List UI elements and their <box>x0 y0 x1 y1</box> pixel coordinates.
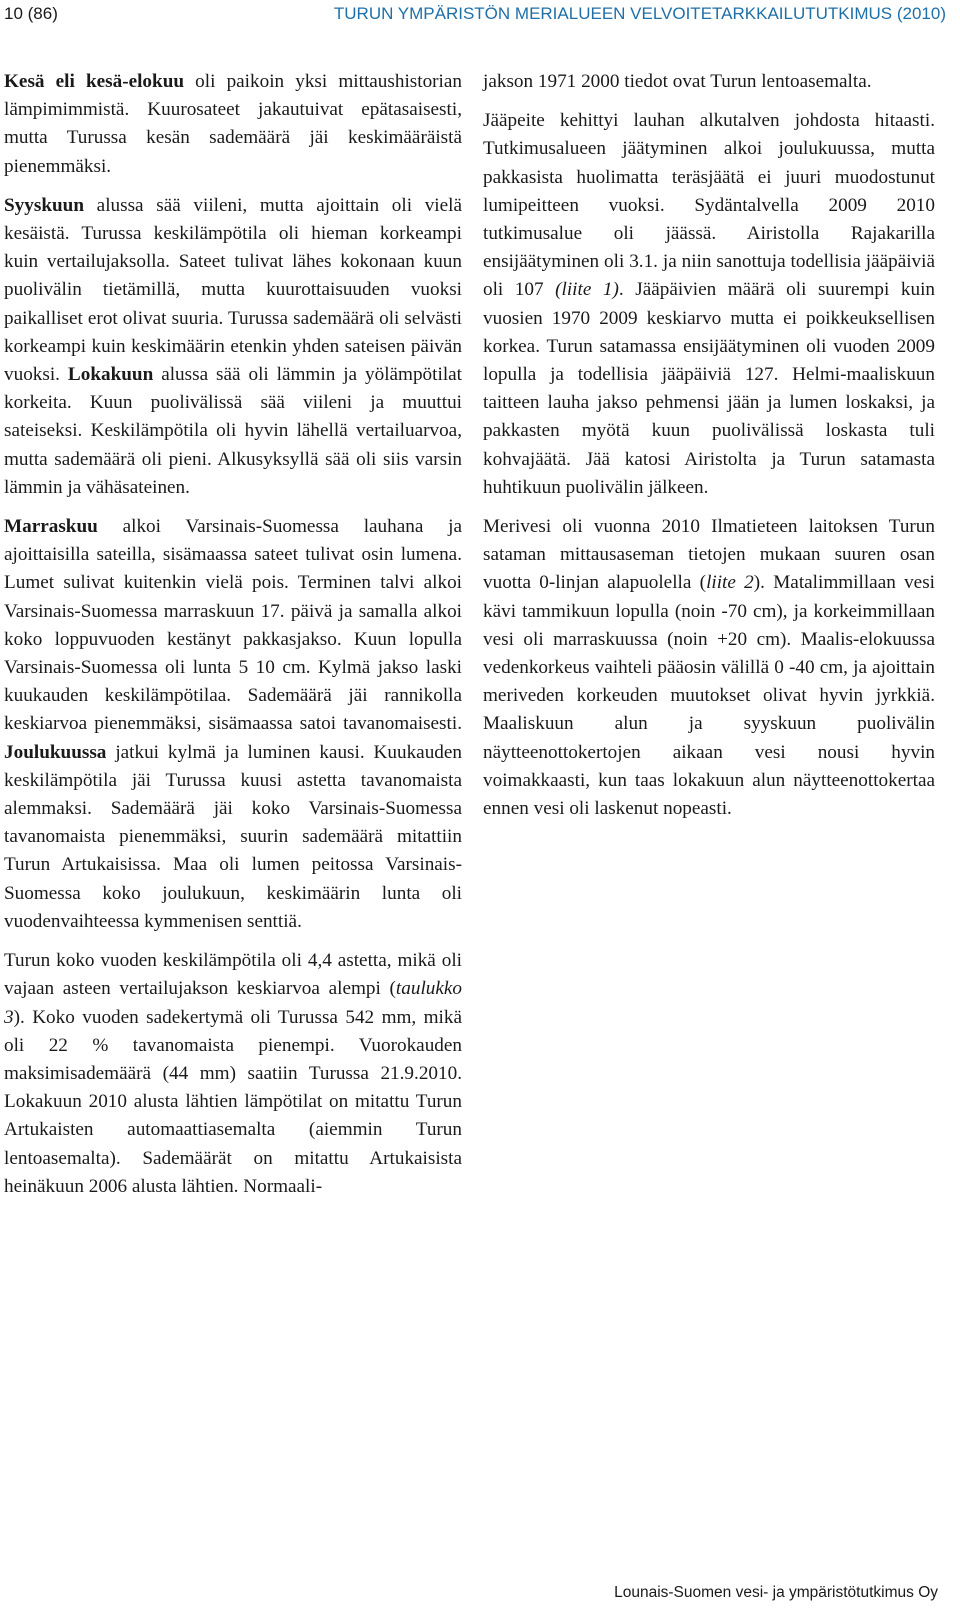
term-october: Lokakuun <box>67 364 154 386</box>
term-november: Marraskuu <box>4 516 98 538</box>
left-column <box>4 68 462 1212</box>
appendix-2-reference: liite 2 <box>706 572 754 594</box>
page-number: 10 (86) <box>4 4 58 23</box>
paragraph-normal-period: jakson 1971 2000 tiedot ovat Turun lentoasemalta. <box>483 71 872 92</box>
paragraph-sea-level: Merivesi oli vuonna 2010 Ilmatieteen laitoksen Turun sataman mittausaseman tietojen mukaan suuren osan vuotta 0-linjan alapuolella (liite 2). Matalimmillaan vesi kävi tammikuun lopulla (noin -70 cm), ja korkeimmillaan vesi oli marraskuussa (noin +20 cm). Maalis-elokuussa vedenkorkeus vaihteli pääosin välillä 0 -40 cm, ja ajoittain meriveden korkeuden muutokset olivat hyvin jyrkkiä. Maaliskuun alun ja syyskuun puolivälin näytteenottokertojen aikaan vesi nousi hyvin voimakkaasti, kun taas lokakuun alun näytteenottokertaa ennen vesi oli laskenut nopeasti. <box>483 516 935 820</box>
term-september: Syyskuun <box>4 194 85 216</box>
paragraph-winter: Marraskuu alkoi Varsinais-Suomessa lauhana ja ajoittaisilla sateilla, sisämaassa sateet tulivat osin lumena. Lumet sulivat kuitenkin vielä pois. Terminen talvi alkoi Varsinais-Suomessa marraskuun 17. päivä ja samalla alkoi koko loppuvuoden kestänyt pakkasjakso. Kuun lopulla Varsinais-Suomessa oli lunta 5 10 cm. Kylmä jakso laski kuukauden keskilämpötilaa. Sademäärä jäi rannikolla keskiarvoa pienemmäksi, sisämaassa satoi tavanomaisesti. Joulukuussa jatkui kylmä ja luminen kausi. Kuukauden keskilämpötila jäi Turussa kuusi astetta tavanomaista alemmaksi. Sademäärä jäi koko Varsinais-Suomessa tavanomaista pienemmäksi, suurin sademäärä mitattiin Turun Artukaisissa. Maa oli lumen peitossa Varsinais-Suomessa koko joulukuun, keskimäärin lunta oli vuodenvaihteessa kymmenisen senttiä. <box>4 516 462 932</box>
appendix-1-reference: (liite 1) <box>555 279 619 301</box>
page-header <box>4 4 946 30</box>
table-reference: taulukko 3 <box>4 978 462 1028</box>
page-footer: Lounais-Suomen vesi- ja ympäristötutkimus Oy <box>614 1584 938 1601</box>
term-summer: Kesä eli kesä-elokuu <box>4 71 185 92</box>
paragraph-summer: Kesä eli kesä-elokuu oli paikoin yksi mittaushistorian lämpimimmistä. Kuurosateet jakautuivat epätasaisesti, mutta Turussa kesän sademäärä jäi keskimääräistä pienemmäksi. <box>4 71 463 177</box>
right-column <box>483 68 935 834</box>
report-title: TURUN YMPÄRISTÖN MERIALUEEN VELVOITETARKKAILUTUTKIMUS (2010) <box>333 4 946 23</box>
paragraph-ice-cover: Jääpeite kehittyi lauhan alkutalven johdosta hitaasti. Tutkimusalueen jäätyminen alkoi joulukuussa, mutta pakkasista huolimatta teräsjäätä ei juuri muodostunut lumipeitteen vuoksi. Sydäntalvella 2009 2010 tutkimusalue oli jäässä. Airistolla Rajakarilla ensijäätyminen oli 3.1. ja niin sanottuja todellisia jääpäiviä oli 107 (liite 1). Jääpäivien määrä oli suurempi kuin vuosien 1970 2009 keskiarvo mutta ei poikkeuksellisen korkea. Turun satamassa ensijäätyminen oli vuoden 2009 lopulla ja todellisia jääpäiviä 127. Helmi-maaliskuun taitteen lauha jakso pehmensi jään ja lumen loskaksi, ja pakkasten myötä kuun puolivälissä loskasta tuli kohvajäätä. Jää katosi Airistolta ja Turun satamasta huhtikuun puolivälin jälkeen. <box>483 110 935 498</box>
paragraph-annual: Turun koko vuoden keskilämpötila oli 4,4 astetta, mikä oli vajaan asteen vertailujakson keskiarvoa alempi (taulukko 3). Koko vuoden sadekertymä oli Turussa 542 mm, mikä oli 22 % tavanomaista pienempi. Vuorokauden maksimisademäärä (44 mm) saatiin Turussa 21.9.2010. Lokakuun 2010 alusta lähtien lämpötilat on mitattu Turun Artukaisten automaattiasemalta (aiemmin Turun lentoasemalta). Sademäärät on mitattu Artukaisista heinäkuun 2006 alusta lähtien. Normaali- <box>4 950 462 1197</box>
paragraph-autumn: Syyskuun alussa sää viileni, mutta ajoittain oli vielä kesäistä. Turussa keskilämpötila oli hieman korkeampi kuin vertailujaksolla. Sateet tulivat lähes kokonaan kuun puolivälin tietämillä, mutta kuurottaisuuden vuoksi paikalliset erot olivat suuria. Turussa sademäärä oli selvästi korkeampi kuin keskimäärin etenkin yhden sateisen päivän vuoksi. Lokakuun alussa sää oli lämmin ja yölämpötilat korkeita. Kuun puolivälissä sää viileni ja muuttui sateiseksi. Keskilämpötila oli hyvin lähellä vertailuarvoa, mutta sademäärä oli pieni. Alkusyksyllä sää oli siis varsin lämmin ja vähäsateinen. <box>4 194 462 498</box>
term-december: Joulukuussa <box>4 741 107 763</box>
